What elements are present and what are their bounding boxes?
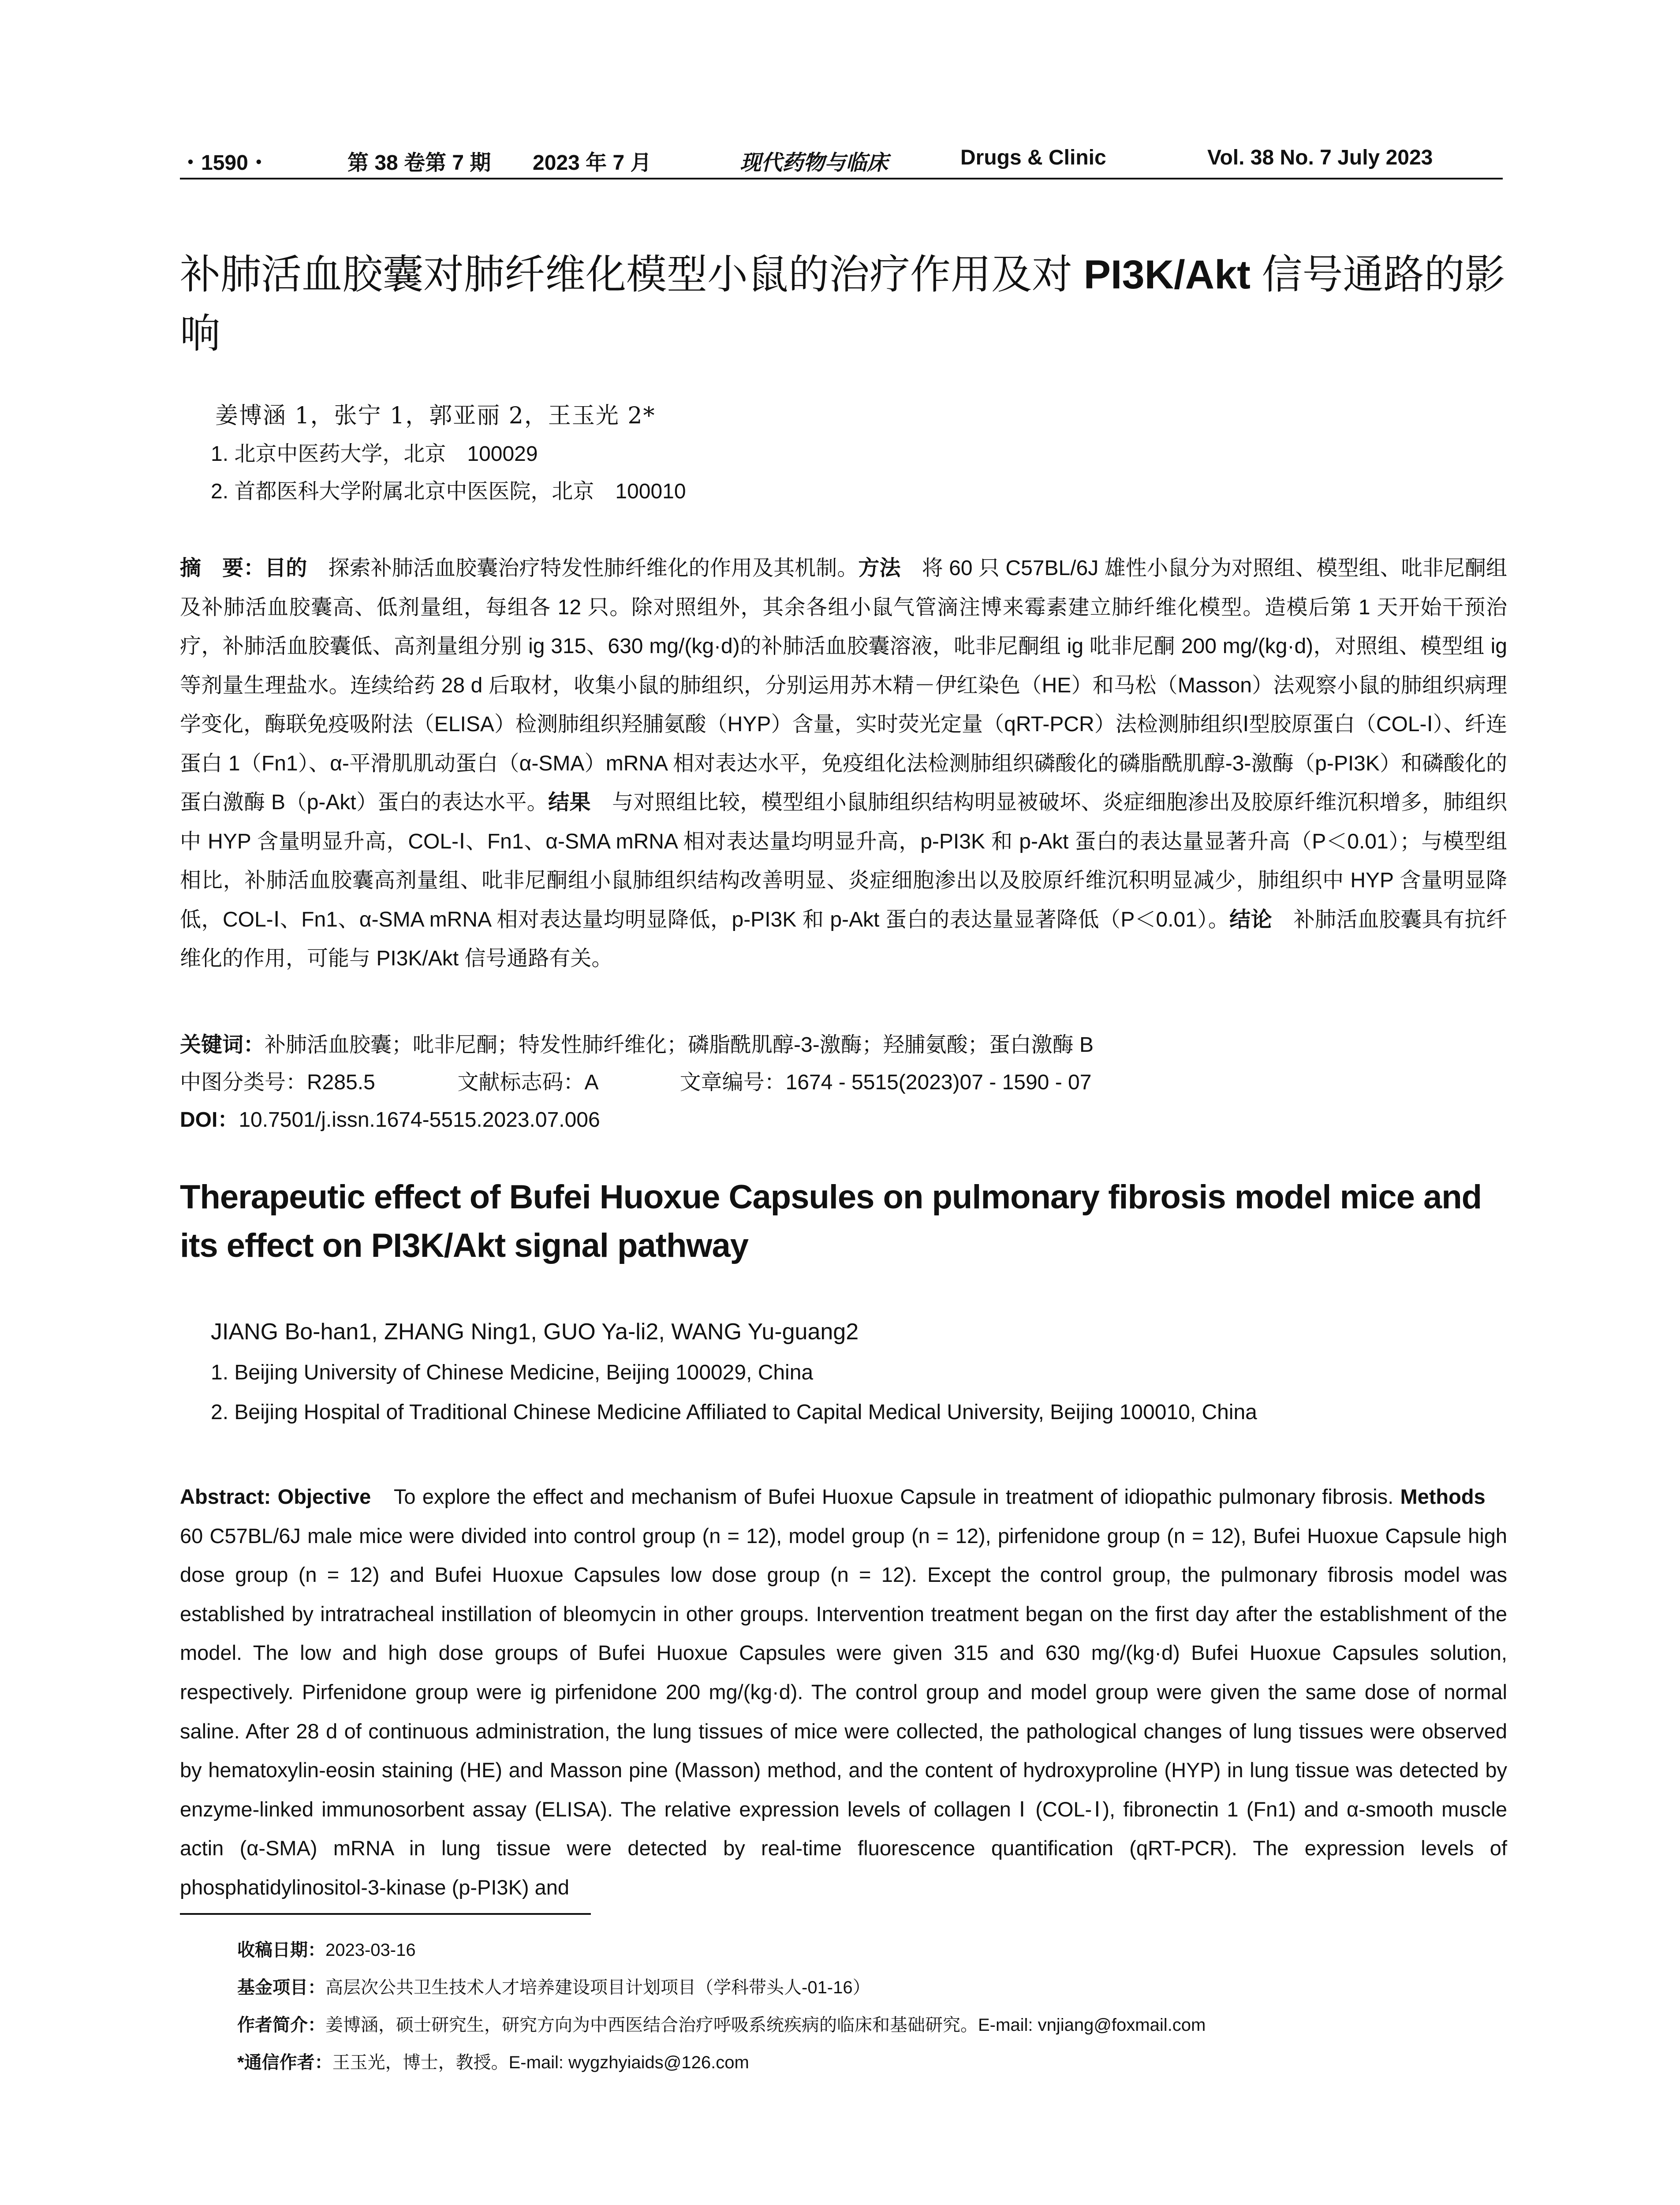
en-methods-label: Methods: [1400, 1485, 1486, 1508]
footnote-author: [237, 2011, 1206, 2036]
cn-title: [180, 245, 1507, 363]
en-title: Therapeutic effect of Bufei Huoxue Capsules on pulmonary fibrosis model mice and its effect on PI3K/Akt signal pathway: [180, 1178, 1482, 1264]
cn-conclusion: 补肺活血胶囊具有抗纤维化的作用，可能与 PI3K/Akt 信号通路有关。: [180, 908, 1507, 970]
header-rule: [180, 178, 1503, 179]
cn-affiliation-2: 2. 首都医科大学附属北京中医医院，北京 100010: [211, 480, 686, 503]
en-authors: JIANG Bo-han1, ZHANG Ning1, GUO Ya-li2, WANG Yu-guang2: [211, 1319, 859, 1345]
footnote-corresponding: [237, 2048, 749, 2074]
journal-cn: 现代药物与临床: [740, 150, 889, 175]
en-abstract: [180, 1477, 1507, 1907]
doi-value: 10.7501/j.issn.1674-5515.2023.07.006: [239, 1108, 600, 1132]
cn-title-part2: 信号通路的影响: [180, 252, 1505, 356]
cn-conclusion-label: 结论: [1229, 908, 1273, 931]
date-cn: 2023 年 7 月: [533, 151, 652, 175]
en-abstract-label: Abstract: Objective: [180, 1485, 371, 1508]
footnote-received: [237, 1936, 416, 1961]
cn-keywords: [180, 1028, 1094, 1058]
corresponding-value: 王玉光，博士，教授。E-mail: wygzhyiaids@126.com: [332, 2053, 749, 2072]
en-affiliation-2: 2. Beijing Hospital of Traditional Chinese Medicine Affiliated to Capital Medical University, Beijing 100010, China: [211, 1401, 1257, 1424]
en-methods: 60 C57BL/6J male mice were divided into control group (n = 12), model group (n = 12), pirfenidone group (n = 12), Bufei Huoxue Capsule high dose group (n = 12) and Bufei Huoxue Capsules low dose group (n = 12). Except the control group, the pulmonary fibrosis model was established by intratracheal instillation of bleomycin in other groups. Intervention treatment began on the first day after the establishment of the model. The low and high dose groups of Bufei Huoxue Capsules were given 315 and 630 mg/(kg·d) Bufei Huoxue Capsules solution, respectively. Pirfenidone group were ig pirfenidone 200 mg/(kg·d). The control group and model group were given the same dose of normal saline. After 28 d of continuous administration, the lung tissues of mice were collected, the pathological changes of lung tissues were observed by hematoxylin-eosin staining (HE) and Masson pine (Masson) method, and the content of hydroxyproline (HYP) in lung tissue was detected by enzyme-linked immunosorbent assay (ELISA). The relative expression levels of collagen Ⅰ (COL-Ⅰ), fibronectin 1 (Fn1) and α-smooth muscle actin (α-SMA) mRNA in lung tissue were detected by real-time fluorescence quantification (qRT-PCR). The expression levels of phosphatidylinositol-3-kinase (p-PI3K) and: [180, 1485, 1507, 1899]
cn-results: 与对照组比较，模型组小鼠肺组织结构明显被破坏、炎症细胞渗出及胶原纤维沉积增多，肺组织中 HYP 含量明显升高，COL-Ⅰ、Fn1、α-SMA mRNA 相对表达量均明显升高，p-PI3K 和 p-Akt 蛋白的表达量显著升高（P＜0.01）；与模型组相比，补肺活血胶囊高剂量组、吡非尼酮组小鼠肺组织结构改善明显、炎症细胞渗出以及胶原纤维沉积明显减少，肺组织中 HYP 含量明显降低，COL-Ⅰ、Fn1、α-SMA mRNA 相对表达量均明显降低，p-PI3K 和 p-Akt 蛋白的表达量显著降低（P＜0.01）。: [180, 791, 1507, 931]
article-no-value: 1674 - 5515(2023)07 - 1590 - 07: [785, 1071, 1092, 1094]
footnote-rule: [180, 1913, 591, 1915]
keywords-text: 补肺活血胶囊；吡非尼酮；特发性肺纤维化；磷脂酰肌醇-3-激酶；羟脯氨酸；蛋白激酶 B: [265, 1033, 1094, 1057]
volume-cn: 第 38 卷第 7 期: [347, 151, 491, 175]
cn-classification-line: [180, 1065, 1091, 1095]
cn-title-part1: 补肺活血胶囊对肺纤维化模型小鼠的治疗作用及对: [180, 252, 1084, 297]
running-header: [180, 146, 1503, 175]
clc-value: R285.5: [307, 1071, 375, 1094]
footnote-fund: [237, 1973, 870, 1999]
doi-line: [180, 1102, 600, 1133]
article-no-label: 文章编号：: [679, 1071, 786, 1094]
en-objective: To explore the effect and mechanism of Bufei Huoxue Capsule in treatment of idiopathic pulmonary fibrosis.: [371, 1485, 1400, 1508]
cn-abstract: [180, 549, 1507, 979]
cn-methods: 将 60 只 C57BL/6J 雄性小鼠分为对照组、模型组、吡非尼酮组及补肺活血胶囊高、低剂量组，每组各 12 只。除对照组外，其余各组小鼠气管滴注博来霉素建立肺纤维化模型。造模后第 1 天开始干预治疗，补肺活血胶囊低、高剂量组分别 ig 315、630 mg/(kg·d)的补肺活血胶囊溶液，吡非尼酮组 ig 吡非尼酮 200 mg/(kg·d)，对照组、模型组 ig 等剂量生理盐水。连续给药 28 d 后取材，收集小鼠的肺组织，分别运用苏木精－伊红染色（HE）和马松（Masson）法观察小鼠的肺组织病理学变化，酶联免疫吸附法（ELISA）检测肺组织羟脯氨酸（HYP）含量，实时荧光定量（qRT-PCR）法检测肺组织Ⅰ型胶原蛋白（COL-Ⅰ）、纤连蛋白 1（Fn1）、α-平滑肌肌动蛋白（α-SMA）mRNA 相对表达水平，免疫组化法检测肺组织磷酸化的磷脂酰肌醇-3-激酶（p-PI3K）和磷酸化的蛋白激酶 B（p-Akt）蛋白的表达水平。: [180, 557, 1507, 814]
author-bio-label: 作者简介：: [237, 2015, 325, 2035]
author-bio-value: 姜博涵，硕士研究生，研究方向为中西医结合治疗呼吸系统疾病的临床和基础研究。E-mail: vnjiang@foxmail.com: [325, 2015, 1206, 2035]
fund-value: 高层次公共卫生技术人才培养建设项目计划项目（学科带头人-01-16）: [325, 1978, 870, 1997]
received-label: 收稿日期：: [237, 1940, 325, 1960]
doi-label: DOI：: [180, 1108, 239, 1132]
received-value: 2023-03-16: [325, 1940, 416, 1960]
en-affiliation-1: 1. Beijing University of Chinese Medicine, Beijing 100029, China: [211, 1361, 814, 1384]
cn-results-label: 结果: [548, 791, 591, 814]
cn-abstract-lead: 摘 要：: [180, 557, 265, 580]
volume-en: Vol. 38 No. 7 July 2023: [1207, 146, 1433, 169]
keywords-label: 关键词：: [180, 1033, 265, 1057]
cn-methods-label: 方法: [858, 557, 901, 580]
fund-label: 基金项目：: [237, 1978, 325, 1997]
cn-objective-label: 目的: [265, 557, 307, 580]
cn-affiliation-1: 1. 北京中医药大学，北京 100029: [211, 442, 538, 466]
corresponding-label: *通信作者：: [237, 2053, 332, 2072]
doc-code-value: A: [584, 1071, 597, 1094]
journal-en: Drugs & Clinic: [960, 146, 1106, 169]
cn-objective: 探索补肺活血胶囊治疗特发性肺纤维化的作用及其机制。: [307, 557, 859, 580]
doc-code-label: 文献标志码：: [457, 1071, 585, 1094]
page-number: ・1590・: [180, 151, 269, 175]
clc-label: 中图分类号：: [180, 1071, 307, 1094]
cn-authors: 姜博涵 1，张宁 1，郭亚丽 2，王玉光 2*: [215, 403, 656, 429]
cn-title-bold: PI3K/Akt: [1083, 252, 1251, 297]
